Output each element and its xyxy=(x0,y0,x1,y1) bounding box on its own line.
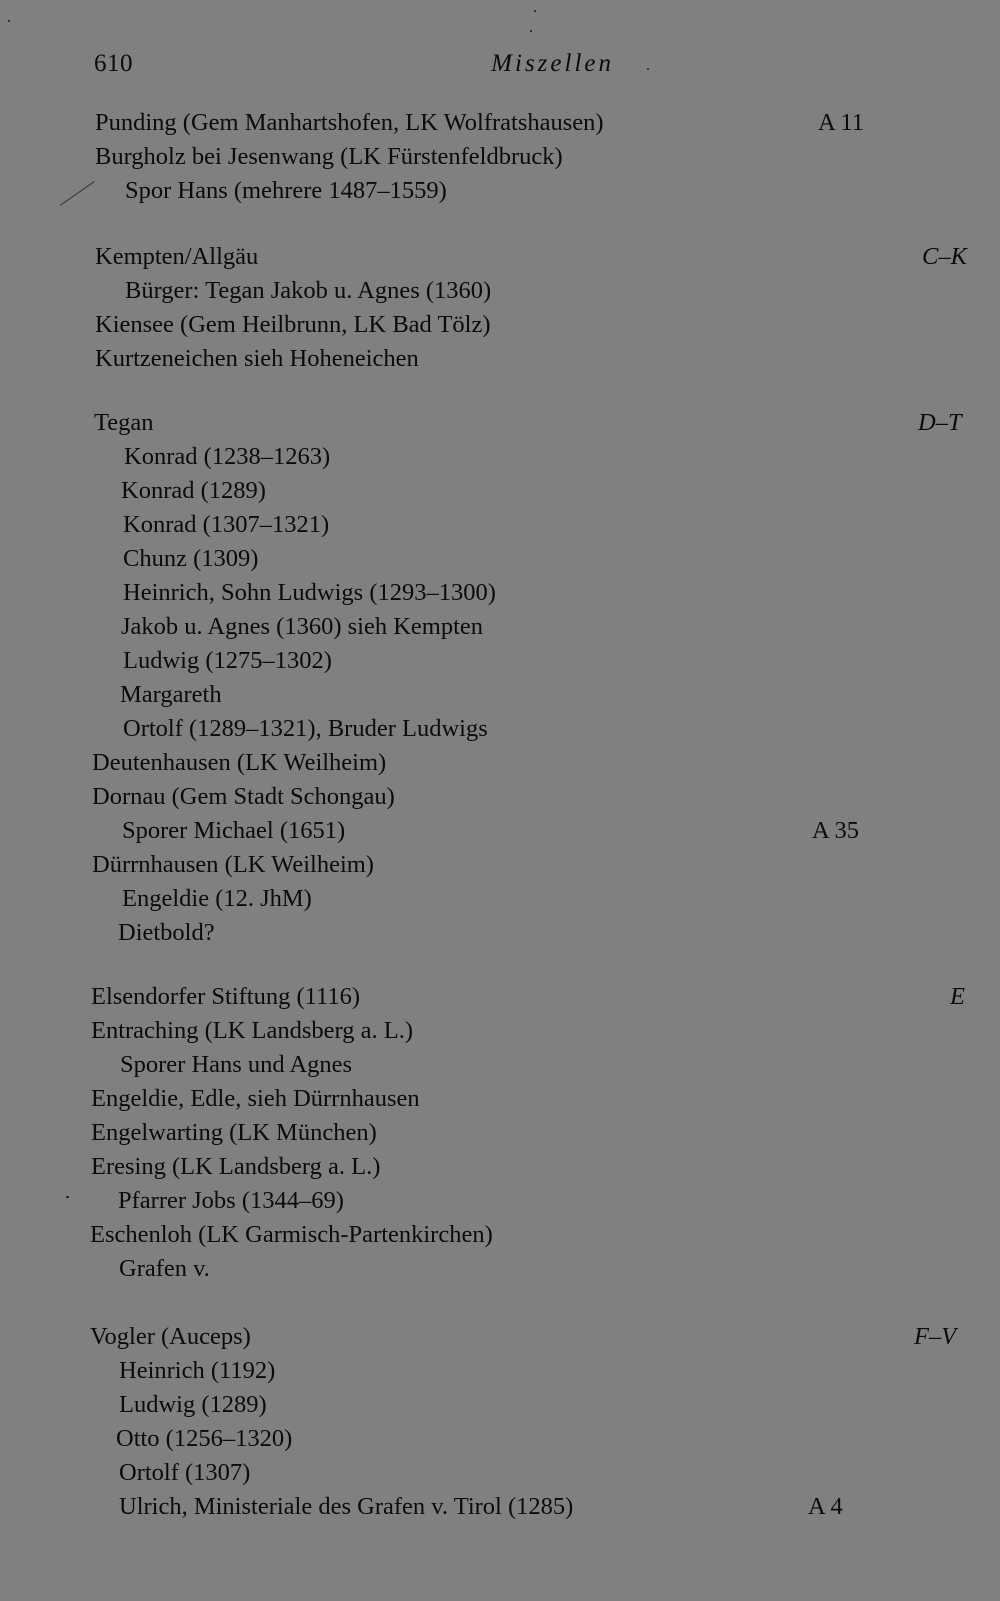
index-entry: Tegan xyxy=(94,409,154,436)
index-entry: Vogler (Auceps) xyxy=(90,1323,251,1350)
index-subentry: Ludwig (1289) xyxy=(119,1391,267,1418)
running-title: Miszellen xyxy=(491,50,614,77)
scan-speck xyxy=(647,68,649,70)
index-entry: Kiensee (Gem Heilbrunn, LK Bad Tölz) xyxy=(95,311,491,338)
index-subentry: Ortolf (1307) xyxy=(119,1459,251,1486)
group-reference: D–T xyxy=(918,409,962,436)
index-entry: Elsendorfer Stiftung (1116) xyxy=(91,983,360,1010)
index-subentry: Konrad (1307–1321) xyxy=(123,511,330,538)
index-subentry: Bürger: Tegan Jakob u. Agnes (1360) xyxy=(125,277,492,304)
index-subentry: Konrad (1289) xyxy=(121,477,266,504)
index-subentry: Sporer Michael (1651) xyxy=(122,817,346,844)
index-entry: Eresing (LK Landsberg a. L.) xyxy=(91,1153,381,1180)
index-entry: Dornau (Gem Stadt Schongau) xyxy=(92,783,395,810)
index-subentry: Jakob u. Agnes (1360) sieh Kempten xyxy=(121,613,483,640)
index-subentry: Margareth xyxy=(120,681,222,708)
index-subentry: Pfarrer Jobs (1344–69) xyxy=(118,1187,344,1214)
index-subentry: Heinrich (1192) xyxy=(119,1357,276,1384)
scan-speck xyxy=(530,30,532,32)
pen-stroke-mark xyxy=(60,181,95,206)
group-reference: A 4 xyxy=(808,1493,843,1520)
index-entry: Entraching (LK Landsberg a. L.) xyxy=(91,1017,414,1044)
group-reference: A 11 xyxy=(818,109,865,136)
group-reference: E xyxy=(950,983,965,1010)
group-reference: C–K xyxy=(922,243,967,270)
scan-speck xyxy=(8,20,10,22)
page-header xyxy=(94,50,954,84)
index-entry: Deutenhausen (LK Weilheim) xyxy=(92,749,387,776)
index-subentry: Ortolf (1289–1321), Bruder Ludwigs xyxy=(123,715,488,742)
index-subentry: Heinrich, Sohn Ludwigs (1293–1300) xyxy=(123,579,496,606)
index-subentry: Ludwig (1275–1302) xyxy=(123,647,332,674)
index-subentry: Sporer Hans und Agnes xyxy=(120,1051,353,1078)
index-entry: Burgholz bei Jesenwang (LK Fürstenfeldbruck) xyxy=(95,143,563,170)
group-reference: A 35 xyxy=(812,817,859,844)
index-entry: Eschenloh (LK Garmisch-Partenkirchen) xyxy=(90,1221,493,1248)
index-subentry: Ulrich, Ministeriale des Grafen v. Tirol (1285) xyxy=(119,1493,574,1520)
index-entry: Kempten/Allgäu xyxy=(95,243,259,270)
index-subentry: Grafen v. xyxy=(119,1255,210,1282)
index-subentry: Engeldie (12. JhM) xyxy=(122,885,312,912)
index-entry: Engelwarting (LK München) xyxy=(91,1119,377,1146)
index-subentry: Otto (1256–1320) xyxy=(116,1425,293,1452)
index-entry: Punding (Gem Manhartshofen, LK Wolfratshausen) xyxy=(95,109,604,136)
index-entry: Engeldie, Edle, sieh Dürrnhausen xyxy=(91,1085,420,1112)
index-subentry: Dietbold? xyxy=(118,919,215,946)
index-subentry: Spor Hans (mehrere 1487–1559) xyxy=(125,177,447,204)
index-entry: Dürrnhausen (LK Weilheim) xyxy=(92,851,374,878)
group-reference: F–V xyxy=(914,1323,957,1350)
index-subentry: Chunz (1309) xyxy=(123,545,259,572)
scan-speck xyxy=(66,1196,69,1198)
index-subentry: Konrad (1238–1263) xyxy=(124,443,331,470)
page-number: 610 xyxy=(94,50,133,77)
scan-speck xyxy=(534,10,536,12)
index-entry: Kurtzeneichen sieh Hoheneichen xyxy=(95,345,419,372)
